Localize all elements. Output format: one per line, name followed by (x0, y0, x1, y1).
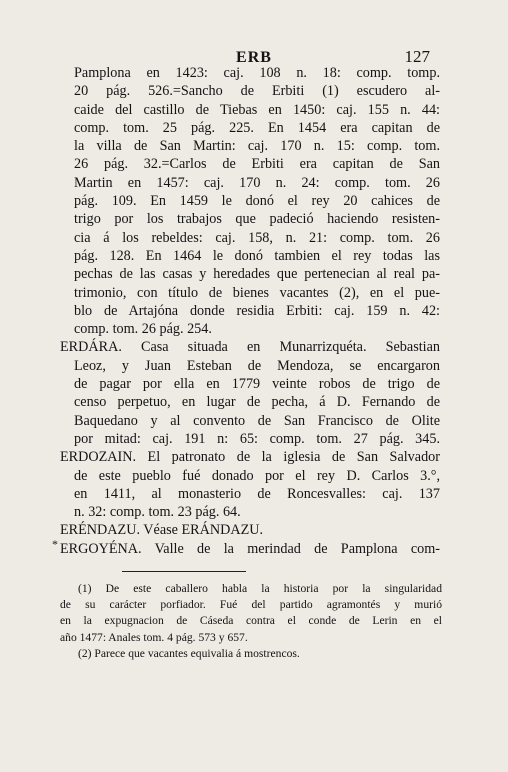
text-line: blo de Artajóna donde residia Erbiti: caj. 159 n. 42: (74, 302, 440, 319)
text-line: ERDÁRA. Casa situada en Munarrizquéta. Sebastian (60, 339, 440, 356)
text-line: pechas de las casas y heredades que pertenecian al real pa- (74, 266, 440, 283)
text-line: trigo por los trabajos que padeció haciendo resisten- (74, 211, 440, 228)
text-line: Martin en 1457: caj. 170 n. 24: comp. tom. 26 (74, 174, 440, 191)
text-line: la villa de San Martin: caj. 170 n. 15: comp. tom. (74, 138, 440, 155)
footnote-rule (122, 571, 246, 572)
footnote-line: (2) Parece que vacantes equivalia á mostrencos. (78, 646, 300, 660)
body-text (60, 64, 440, 558)
text-line: Leoz, y Juan Esteban de Mendoza, se encargaron (74, 357, 440, 374)
footnote-line: en la expugnacion de Cáseda contra el conde de Lerin en el (60, 614, 442, 628)
text-line: ERGOYÉNA. Valle de la merindad de Pamplona com- (60, 540, 440, 557)
text-line: comp. tom. 26 pág. 254. (74, 321, 212, 338)
text-line: 20 pág. 526.=Sancho de Erbiti (1) escudero al- (74, 83, 440, 100)
footnote-line: año 1477: Anales tom. 4 pág. 573 y 657. (60, 630, 248, 644)
text-line: en 1411, al monasterio de Roncesvalles: caj. 137 (74, 485, 440, 502)
text-line: caide del castillo de Tiebas en 1450: caj. 155 n. 44: (74, 101, 440, 118)
margin-asterisk: * (52, 537, 58, 551)
text-line: ERDOZAIN. El patronato de la iglesia de San Salvador (60, 449, 440, 466)
footnote-line: (1) De este caballero habla la historia por la singularidad (78, 582, 442, 595)
text-line: ERÉNDAZU. Véase ERÁNDAZU. (60, 522, 264, 539)
text-line: Baquedano y al convento de San Francisco de Olite (74, 412, 440, 429)
text-line: 26 pág. 32.=Carlos de Erbiti era capitan de San (74, 156, 440, 173)
text-line: cia á los rebeldes: caj. 158, n. 21: comp. tom. 26 (74, 229, 440, 246)
text-line: de este pueblo fué donado por el rey D. Carlos 3.°, (74, 467, 440, 484)
text-line: censo perpetuo, en lugar de pecha, á D. Fernando de (74, 394, 440, 411)
text-line: Pamplona en 1423: caj. 108 n. 18: comp. tomp. (74, 65, 440, 81)
page-number: 127 (404, 47, 430, 66)
text-line: comp. tom. 25 pág. 225. En 1454 era capitan de (74, 119, 440, 136)
text-line: pág. 128. En 1464 le donó tambien el rey todas las (74, 247, 440, 264)
footnote-line: de su carácter porfiador. Fué del partido agramontés y murió (60, 598, 442, 612)
text-line: trimonio, con título de bienes vacantes (2), en el pue- (74, 284, 440, 301)
text-line: n. 32: comp. tom. 23 pág. 64. (74, 504, 241, 521)
text-line: por mitad: caj. 191 n: 65: comp. tom. 27 pág. 345. (74, 430, 440, 447)
text-line: pág. 109. En 1459 le donó el rey 20 cahices de (74, 193, 440, 210)
running-head: ERB (236, 49, 272, 66)
footnotes (60, 581, 442, 662)
text-line: de pagar por ella en 1779 veinte robos de trigo de (74, 376, 440, 393)
